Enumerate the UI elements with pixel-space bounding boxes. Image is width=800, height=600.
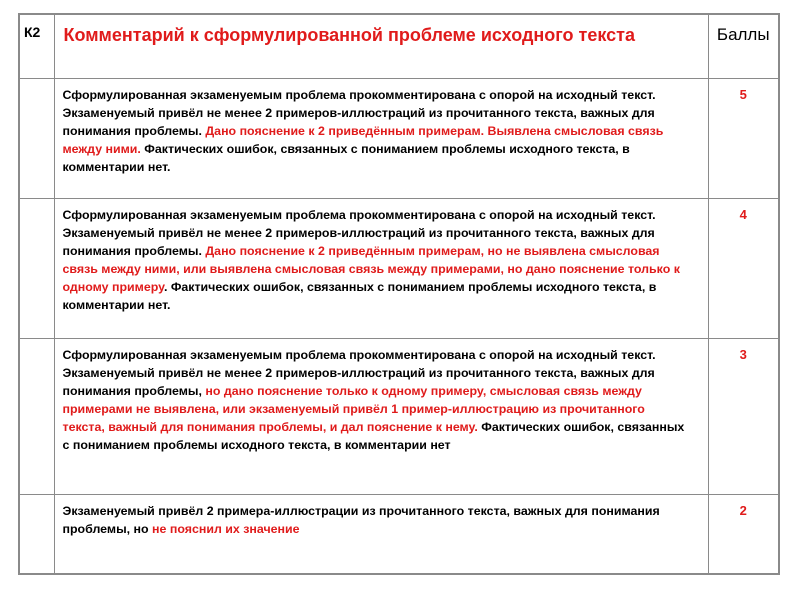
score-value: 5 — [708, 78, 779, 198]
empty-cell — [19, 198, 54, 338]
description-text: Фактических ошибок, связанных с пониманием проблемы исходного текста, в комментарии нет. — [62, 141, 630, 174]
description-highlight: не пояснил их значение — [152, 521, 300, 536]
criterion-code: К2 — [19, 14, 54, 78]
table-row — [19, 78, 779, 198]
description-text: Сформулированная экзаменуемым проблема прокомментирована с опорой на исходный текст. Экзаменуемый привёл не менее 2 примеров-иллюстраций из прочитанного текста, важных для понимания проблемы. — [62, 207, 656, 258]
criterion-description — [54, 198, 708, 338]
score-value: 2 — [708, 494, 779, 574]
description-text: Фактических ошибок, связанных с пониманием проблемы исходного текста, в комментарии нет — [62, 419, 685, 452]
description-highlight: Дано пояснение к 2 приведённым примерам. Выявлена смысловая связь между ними. — [62, 123, 664, 156]
criterion-description — [54, 78, 708, 198]
empty-cell — [19, 494, 54, 574]
table-row — [19, 198, 779, 338]
description-text: Сформулированная экзаменуемым проблема прокомментирована с опорой на исходный текст. Экзаменуемый привёл не менее 2 примеров-иллюстраций из прочитанного текста, важных для понимания проблемы, — [62, 347, 656, 398]
criterion-description — [54, 338, 708, 494]
table-row — [19, 494, 779, 574]
criteria-table — [18, 13, 780, 575]
description-highlight: Дано пояснение к 2 приведённым примерам, но не выявлена смысловая связь между ними, или выявлена смысловая связь между примерами, но дано пояснение только к одному примеру — [62, 243, 680, 294]
empty-cell — [19, 78, 54, 198]
table-header-row — [19, 14, 779, 78]
criterion-description — [54, 494, 708, 574]
table-row — [19, 338, 779, 494]
score-value: 4 — [708, 198, 779, 338]
description-highlight: но дано пояснение только к одному примеру, смысловая связь между примерами не выявлена, или экзаменуемый привёл 1 пример-иллюстрацию из прочитанного текста, важный для понимания проблемы, и дал пояснение к нему. — [62, 383, 645, 434]
score-value: 3 — [708, 338, 779, 494]
empty-cell — [19, 338, 54, 494]
description-text: Сформулированная экзаменуемым проблема прокомментирована с опорой на исходный текст. Экзаменуемый привёл не менее 2 примеров-иллюстраций из прочитанного текста, важных для понимания проблемы. — [62, 87, 656, 138]
criterion-title: Комментарий к сформулированной проблеме исходного текста — [54, 14, 708, 78]
description-text: . Фактических ошибок, связанных с пониманием проблемы исходного текста, в комментарии нет. — [62, 279, 657, 312]
description-text: Экзаменуемый привёл 2 примера-иллюстрации из прочитанного текста, важных для понимания проблемы, но — [62, 503, 660, 536]
score-column-header: Баллы — [708, 14, 779, 78]
